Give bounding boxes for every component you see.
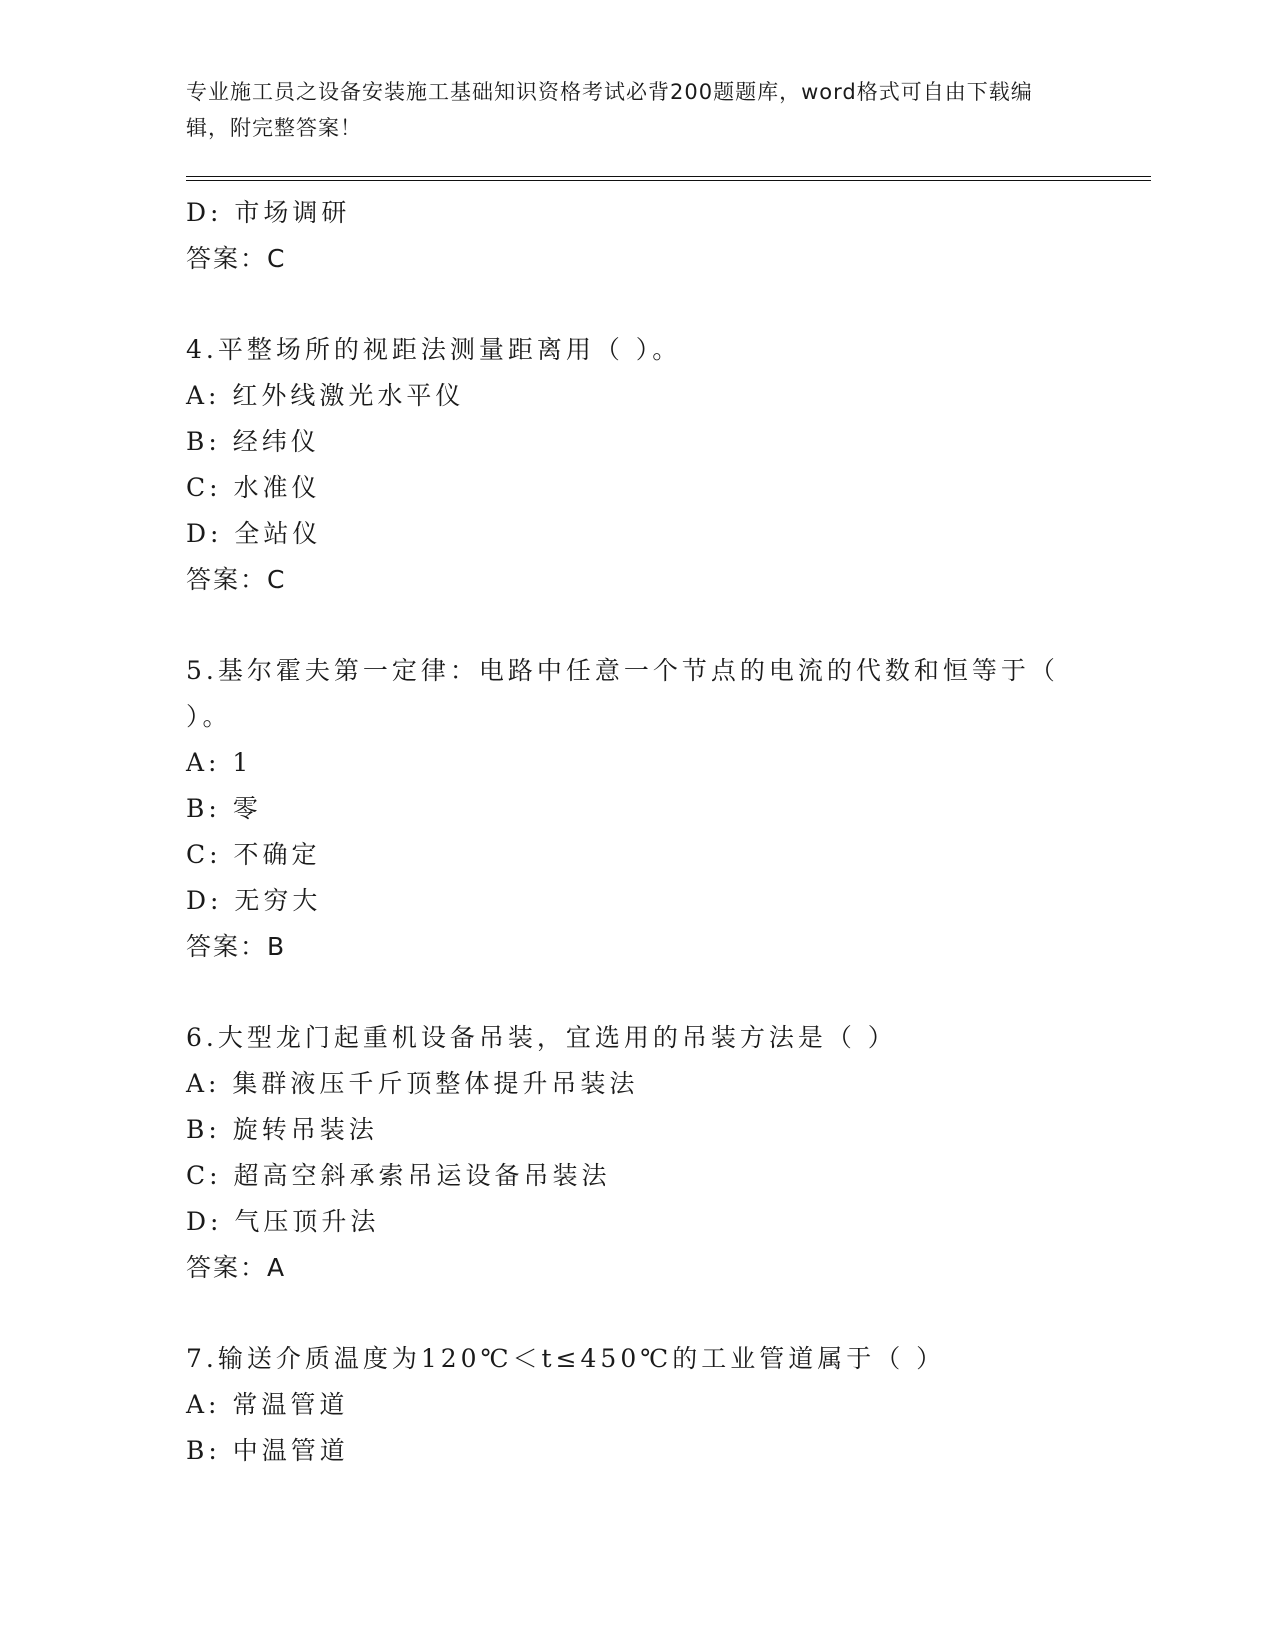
document-header: 专业施工员之设备安装施工基础知识资格考试必背200题题库，word格式可自由下载编辑，附完整答案！ <box>186 80 1033 140</box>
option-d: D: 气压顶升法 <box>186 1207 380 1236</box>
question-4 <box>186 327 1086 603</box>
answer-line: 答案：B <box>186 932 287 961</box>
question-stem: 6.大型龙门起重机设备吊装，宜选用的吊装方法是（ ） <box>186 1023 897 1052</box>
answer-line: 答案：C <box>186 565 287 594</box>
question-7 <box>186 1336 1086 1474</box>
option-a: A: 集群液压千斤顶整体提升吊装法 <box>186 1069 639 1098</box>
option-b: B: 旋转吊装法 <box>186 1115 378 1144</box>
option-b: B: 中温管道 <box>186 1436 349 1465</box>
option-d: D: 市场调研 <box>186 198 351 227</box>
question-5 <box>186 648 1086 970</box>
question-6 <box>186 1015 1086 1291</box>
document-body <box>186 190 1086 1474</box>
question-stem: 5.基尔霍夫第一定律：电路中任意一个节点的电流的代数和恒等于（ ）。 <box>186 656 1059 731</box>
option-c: C: 不确定 <box>186 840 321 869</box>
option-a: A: 常温管道 <box>186 1390 349 1419</box>
question-stem: 4.平整场所的视距法测量距离用（ ）。 <box>186 335 682 364</box>
option-c: C: 水准仪 <box>186 473 321 502</box>
option-a: A: 红外线激光水平仪 <box>186 381 465 410</box>
option-d: D: 全站仪 <box>186 519 322 548</box>
answer-line: 答案：C <box>186 244 287 273</box>
option-b: B: 经纬仪 <box>186 427 320 456</box>
option-c: C: 超高空斜承索吊运设备吊装法 <box>186 1161 611 1190</box>
header-divider <box>186 176 1151 181</box>
option-b: B: 零 <box>186 794 262 823</box>
option-a: A: 1 <box>186 748 253 777</box>
question-3-tail <box>186 190 1086 282</box>
option-d: D: 无穷大 <box>186 886 322 915</box>
answer-line: 答案：A <box>186 1253 287 1282</box>
question-stem: 7.输送介质温度为120℃＜t≤450℃的工业管道属于（ ） <box>186 1344 946 1373</box>
